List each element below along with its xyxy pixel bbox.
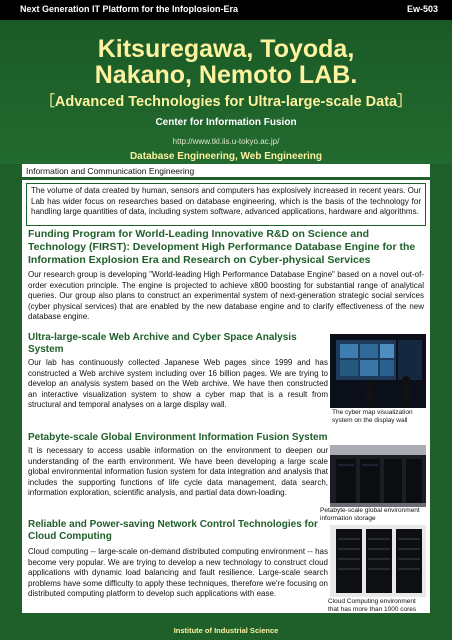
section4-body: Cloud computing -- large-scale on-demand distributed computing environment -- has become very popular. We are trying to develop a new technology to construct cloud applications with dynamic load balancing and fault resilience. Large-scale search problems have some difficulty to apply these techniques, therefore we're focusing on distributed computing platform to develop such applications with ease.: [28, 547, 328, 598]
section4-caption: Cloud Computing environment that has more than 1000 cores: [328, 598, 417, 613]
category-label: Information and Communication Engineering: [26, 166, 195, 176]
section2-caption: The cyber map visualization system on the display wall: [332, 409, 413, 424]
lab-title: [0, 36, 452, 88]
section1-body: Our research group is developing "World-leading High Performance Database Engine" based on a novel out-of-order execution principle. The engine is projected to achieve x800 boosting for substantial range of analytical queries. Our group also plans to construct an experimental system of next-generation strategic social services (cyber physical services) that are enabled by the new database engine and to clarify effectiveness of the new database engine.: [28, 270, 424, 321]
top-bar: [0, 0, 452, 20]
category-bar: [22, 164, 430, 178]
poster-id: Ew-503: [406, 4, 438, 14]
lab-title-line2: Nakano, Nemoto LAB.: [94, 61, 358, 89]
lab-title-line1: Kitsuregawa, Toyoda,: [97, 35, 355, 63]
poster-header: [0, 20, 452, 164]
cloud-cluster-photo: [330, 525, 426, 597]
section2-body: Our lab has continuously collected Japanese Web pages since 1999 and has constructed a Web archive system including over 16 billion pages. We are trying to develop an analysis system based on the Web archive. We have then constructed an interactive visualization system to show a cyber map that is a result from structural and temporal analyses on a large display wall.: [28, 358, 328, 409]
section3-body: It is necessary to access usable information on the environment to deepen our understanding of the earth environment. We have been developing a large scale global environmental information fusion system for data integration and analysis that includes the supporting functions of life cycle data management, data search, information exploration, scientific analysis, and partial data down-loading.: [28, 446, 328, 497]
section1-heading: Funding Program for World-Leading Innovative R&D on Science and Technology (FIRST): Development High Performance Database Engine for the Information Explosion Era and Research on Cyber-physical Services: [28, 228, 416, 266]
center-name: Center for Information Fusion: [155, 117, 297, 128]
program-name: Next Generation IT Platform for the Infoplosion-Era: [20, 4, 239, 14]
department-line: Database Engineering, Web Engineering: [129, 151, 323, 162]
lab-subtitle: ［Advanced Technologies for Ultra-large-scale Data］: [40, 94, 412, 110]
section4-heading: Reliable and Power-saving Network Control Technologies for Cloud Computing: [28, 519, 318, 542]
footer: [0, 616, 452, 640]
section3-heading: Petabyte-scale Global Environment Information Fusion System: [28, 432, 328, 443]
section3-caption: Petabyte-scale global environment information storage: [320, 507, 420, 522]
storage-photo: [330, 445, 426, 507]
lab-url-link[interactable]: http://www.tkl.iis.u-tokyo.ac.jp/: [172, 137, 280, 146]
institute-name: Institute of Industrial Science: [173, 626, 279, 635]
intro-box: The volume of data created by human, sensors and computers has explosively increased in recent years. Our Lab has wider focus on researches based on database engineering, which is the basis of the technology for handling large quantities of data, including system software, advanced applications, hardware and algorithms.: [26, 183, 426, 226]
display-wall-photo: [330, 334, 426, 408]
section2-heading: Ultra-large-scale Web Archive and Cyber Space Analysis System: [28, 332, 297, 355]
content-panel: [22, 180, 430, 613]
